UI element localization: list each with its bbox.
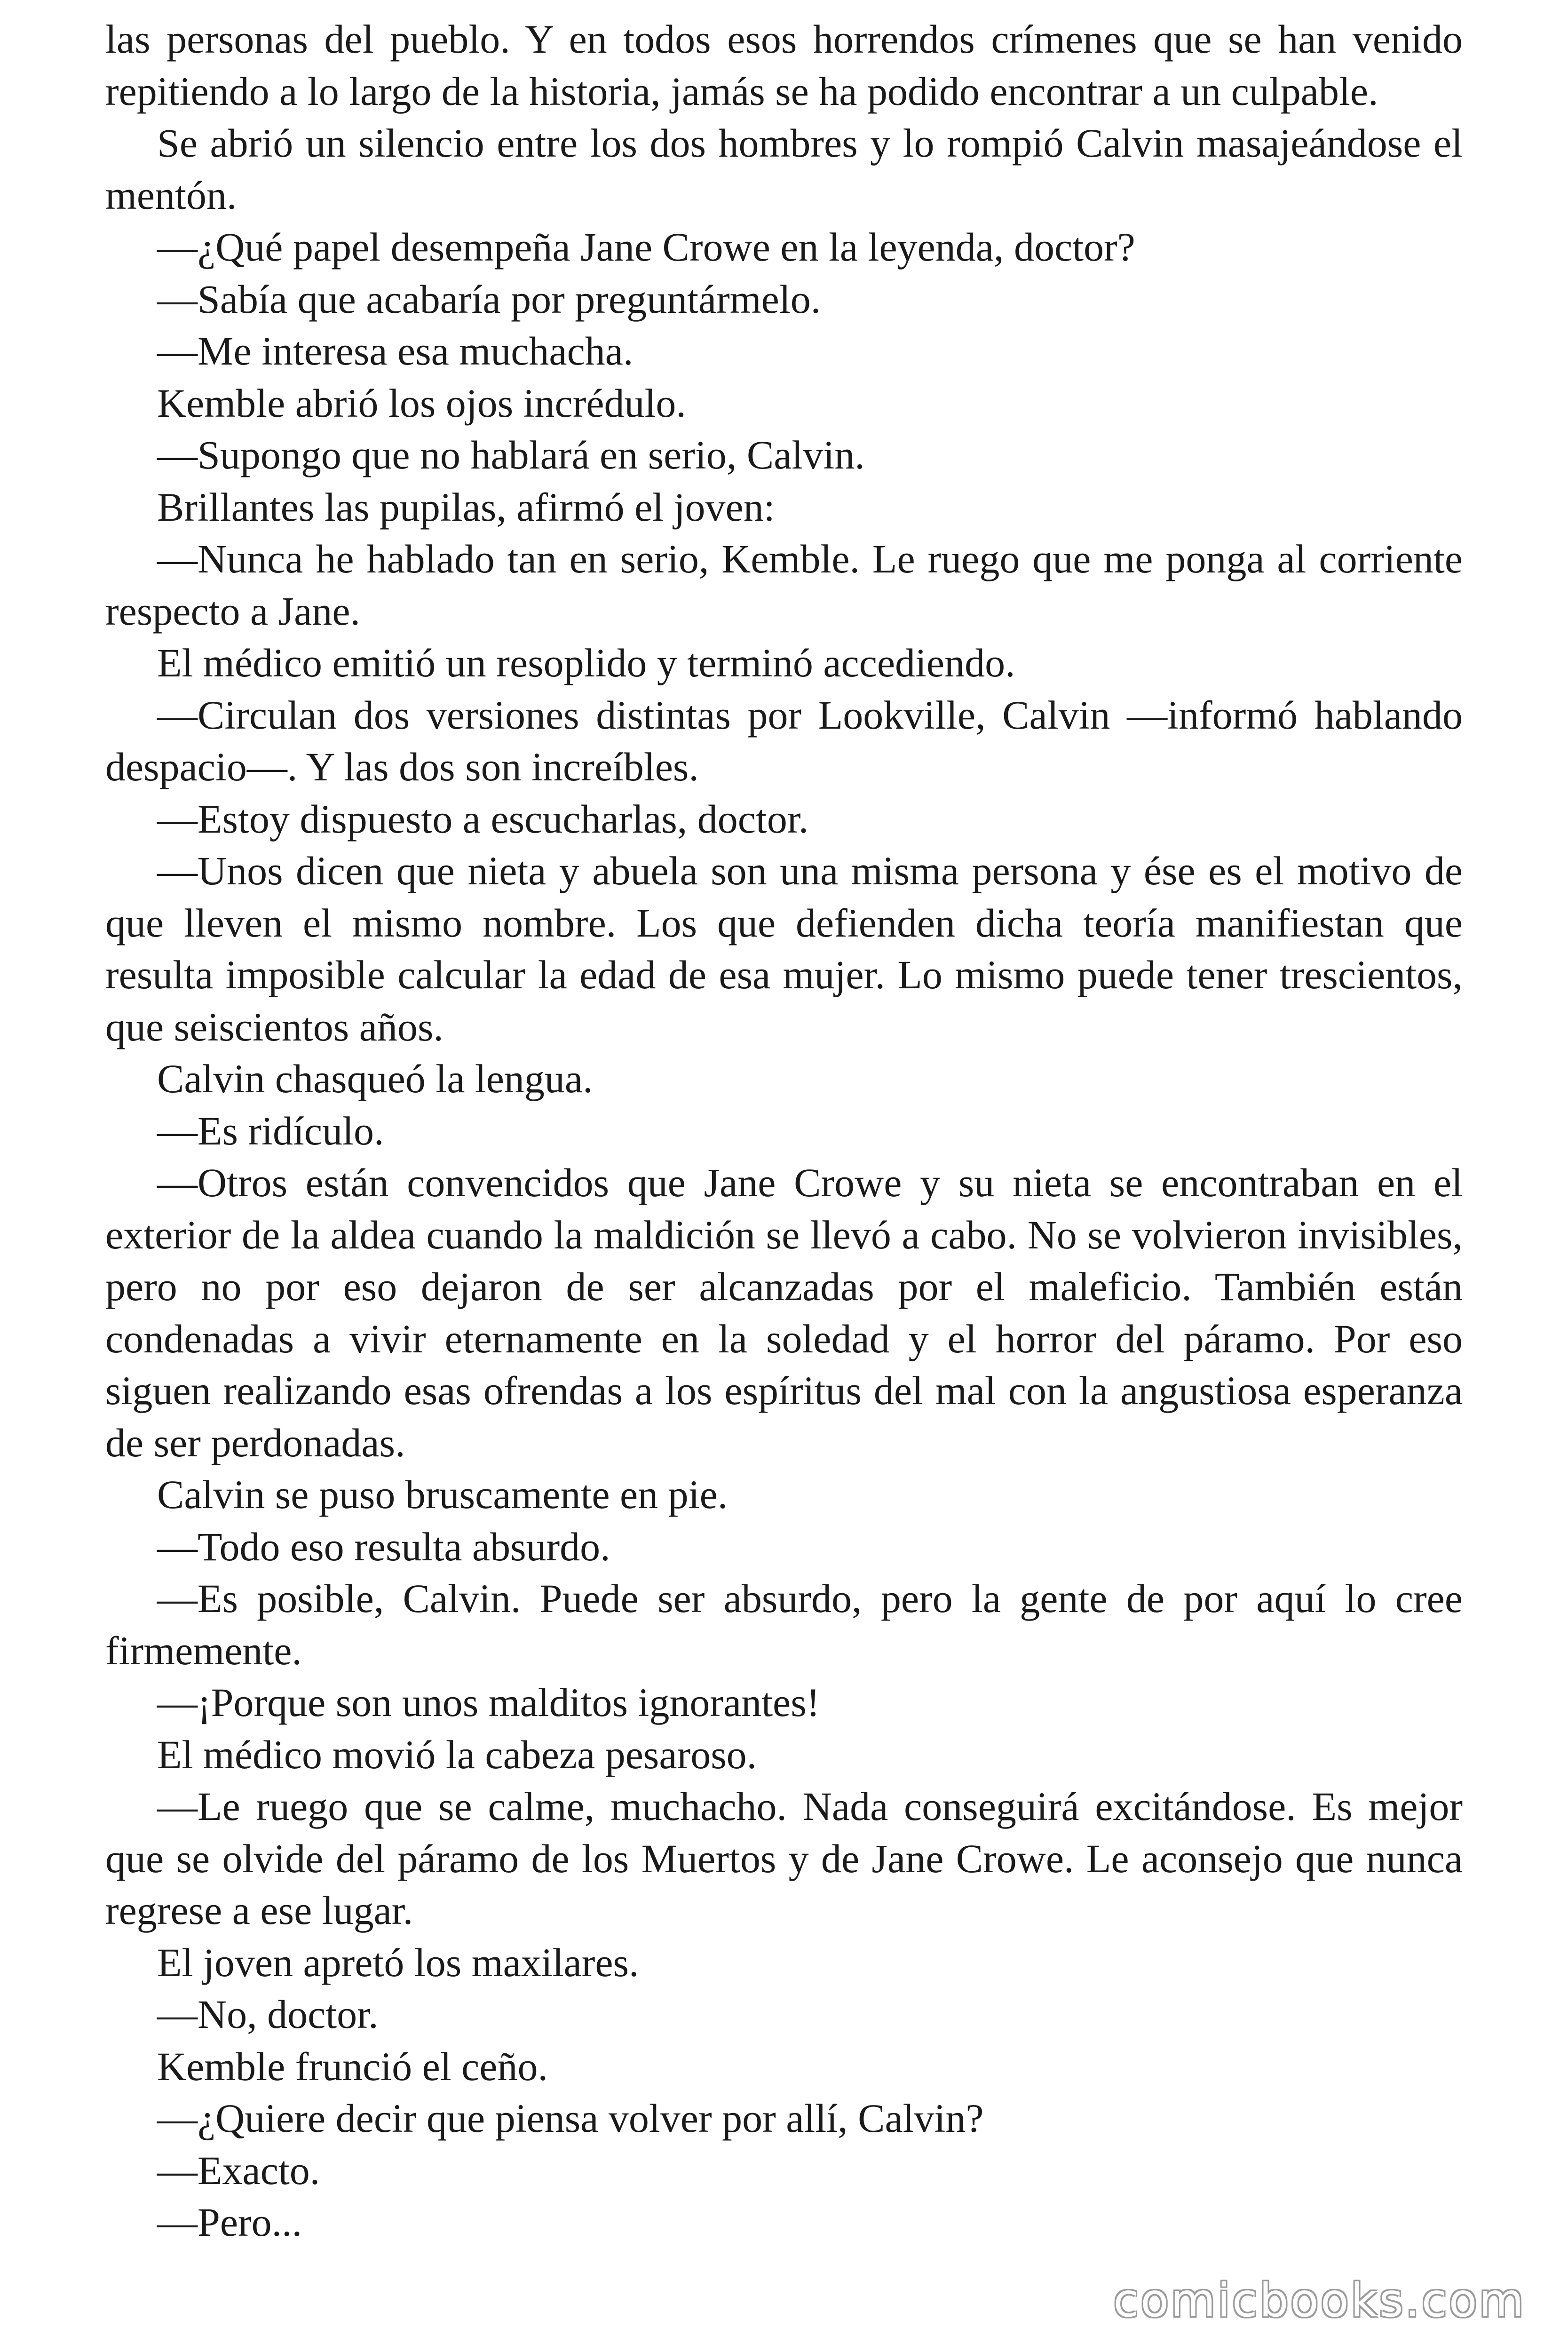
dialogue-line: —Otros están convencidos que Jane Crowe y su nieta se encontraban en el exterior de la aldea cuando la maldición se llevó a cabo. No se volvieron invisibles, pero no por eso dejaron de ser alcanzadas por el maleficio. También están condenadas a vivir eternamente en la soledad y el horror del páramo. Por eso siguen realizando esas ofrendas a los espíritus del mal con la angustiosa esperanza de ser perdonadas. <box>105 1160 1463 1465</box>
paragraph: Calvin se puso bruscamente en pie. <box>157 1472 728 1517</box>
dialogue-line: —Pero... <box>157 2200 302 2245</box>
paragraph: Kemble abrió los ojos incrédulo. <box>157 380 686 426</box>
paragraph: Se abrió un silencio entre los dos hombres y lo rompió Calvin masajeándose el mentón. <box>105 120 1463 218</box>
paragraph: El joven apretó los maxilares. <box>157 1939 639 1985</box>
dialogue-line: —Circulan dos versiones distintas por Lookville, Calvin —informó hablando despacio—. Y las dos son increíbles. <box>105 692 1463 789</box>
paragraph: El médico emitió un resoplido y terminó accediendo. <box>157 640 1015 685</box>
paragraph: Brillantes las pupilas, afirmó el joven: <box>157 484 775 530</box>
dialogue-line: —Me interesa esa muchacha. <box>157 328 634 373</box>
book-page <box>105 13 1463 2249</box>
dialogue-line: —¡Porque son unos malditos ignorantes! <box>157 1680 820 1725</box>
paragraph-continued: las personas del pueblo. Y en todos esos horrendos crímenes que se han venido repitiendo a lo largo de la historia, jamás se ha podido encontrar a un culpable. <box>105 16 1463 114</box>
paragraph: Calvin chasqueó la lengua. <box>157 1056 593 1101</box>
dialogue-line: —¿Qué papel desempeña Jane Crowe en la leyenda, doctor? <box>157 224 1135 270</box>
dialogue-line: —No, doctor. <box>157 1992 379 2037</box>
dialogue-line: —Todo eso resulta absurdo. <box>157 1524 610 1569</box>
dialogue-line: —Es ridículo. <box>157 1108 384 1153</box>
dialogue-line: —Sabía que acabaría por preguntármelo. <box>157 276 821 322</box>
dialogue-line: —Supongo que no hablará en serio, Calvin. <box>157 432 865 477</box>
dialogue-line: —Estoy dispuesto a escucharlas, doctor. <box>157 796 809 842</box>
dialogue-line: —Unos dicen que nieta y abuela son una misma persona y ése es el motivo de que lleven el mismo nombre. Los que defienden dicha teoría manifiestan que resulta imposible calcular la edad de esa mujer. Lo mismo puede tener trescientos, que seiscientos años. <box>105 848 1463 1049</box>
dialogue-line: —Le ruego que se calme, muchacho. Nada conseguirá excitándose. Es mejor que se olvide del páramo de los Muertos y de Jane Crowe. Le aconsejo que nunca regrese a ese lugar. <box>105 1784 1463 1933</box>
paragraph: El médico movió la cabeza pesaroso. <box>157 1732 757 1777</box>
watermark: comicbooks.com <box>1113 2274 1526 2328</box>
dialogue-line: —Nunca he hablado tan en serio, Kemble. Le ruego que me ponga al corriente respecto a Jane. <box>105 536 1463 634</box>
paragraph: Kemble frunció el ceño. <box>157 2043 548 2089</box>
dialogue-line: —¿Quiere decir que piensa volver por allí, Calvin? <box>157 2096 984 2141</box>
dialogue-line: —Es posible, Calvin. Puede ser absurdo, pero la gente de por aquí lo cree firmemente. <box>105 1576 1463 1673</box>
dialogue-line: —Exacto. <box>157 2147 320 2193</box>
